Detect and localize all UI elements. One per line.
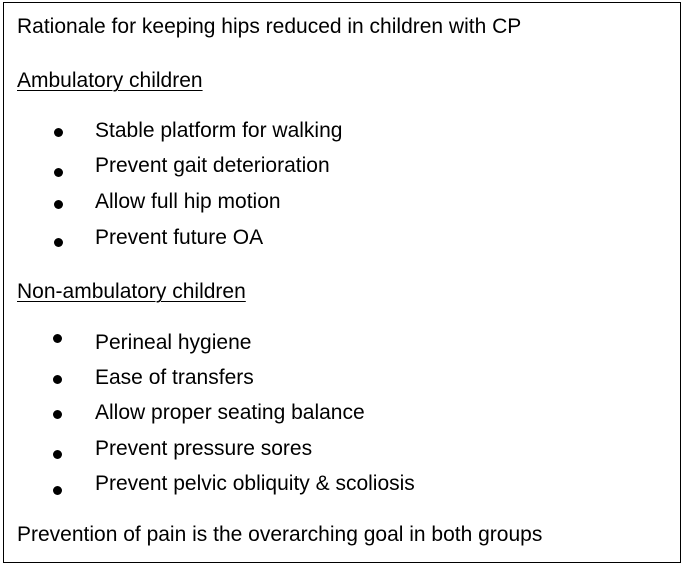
box-title: Rationale for keeping hips reduced in children with CP [17, 15, 522, 38]
section-heading-ambulatory: Ambulatory children [17, 69, 203, 92]
list-item: Allow proper seating balance [95, 401, 365, 424]
bullet-icon [53, 486, 62, 495]
bullet-icon [54, 200, 63, 209]
list-item: Ease of transfers [95, 366, 254, 389]
bullet-icon [53, 410, 62, 419]
list-item: Prevent future OA [95, 226, 264, 249]
bullet-icon [54, 238, 63, 247]
bullet-icon [53, 334, 62, 343]
list-item: Stable platform for walking [95, 119, 343, 142]
list-item: Perineal hygiene [95, 331, 252, 354]
bullet-icon [54, 128, 63, 137]
bullet-icon [54, 168, 63, 177]
footer-text: Prevention of pain is the overarching goal in both groups [17, 523, 543, 546]
list-item: Prevent gait deterioration [95, 154, 330, 177]
list-item: Allow full hip motion [95, 190, 281, 213]
bullet-icon [53, 375, 62, 384]
section-heading-non-ambulatory: Non-ambulatory children [17, 280, 246, 303]
list-item: Prevent pelvic obliquity & scoliosis [95, 472, 415, 495]
list-item: Prevent pressure sores [95, 437, 313, 460]
bullet-icon [53, 450, 62, 459]
